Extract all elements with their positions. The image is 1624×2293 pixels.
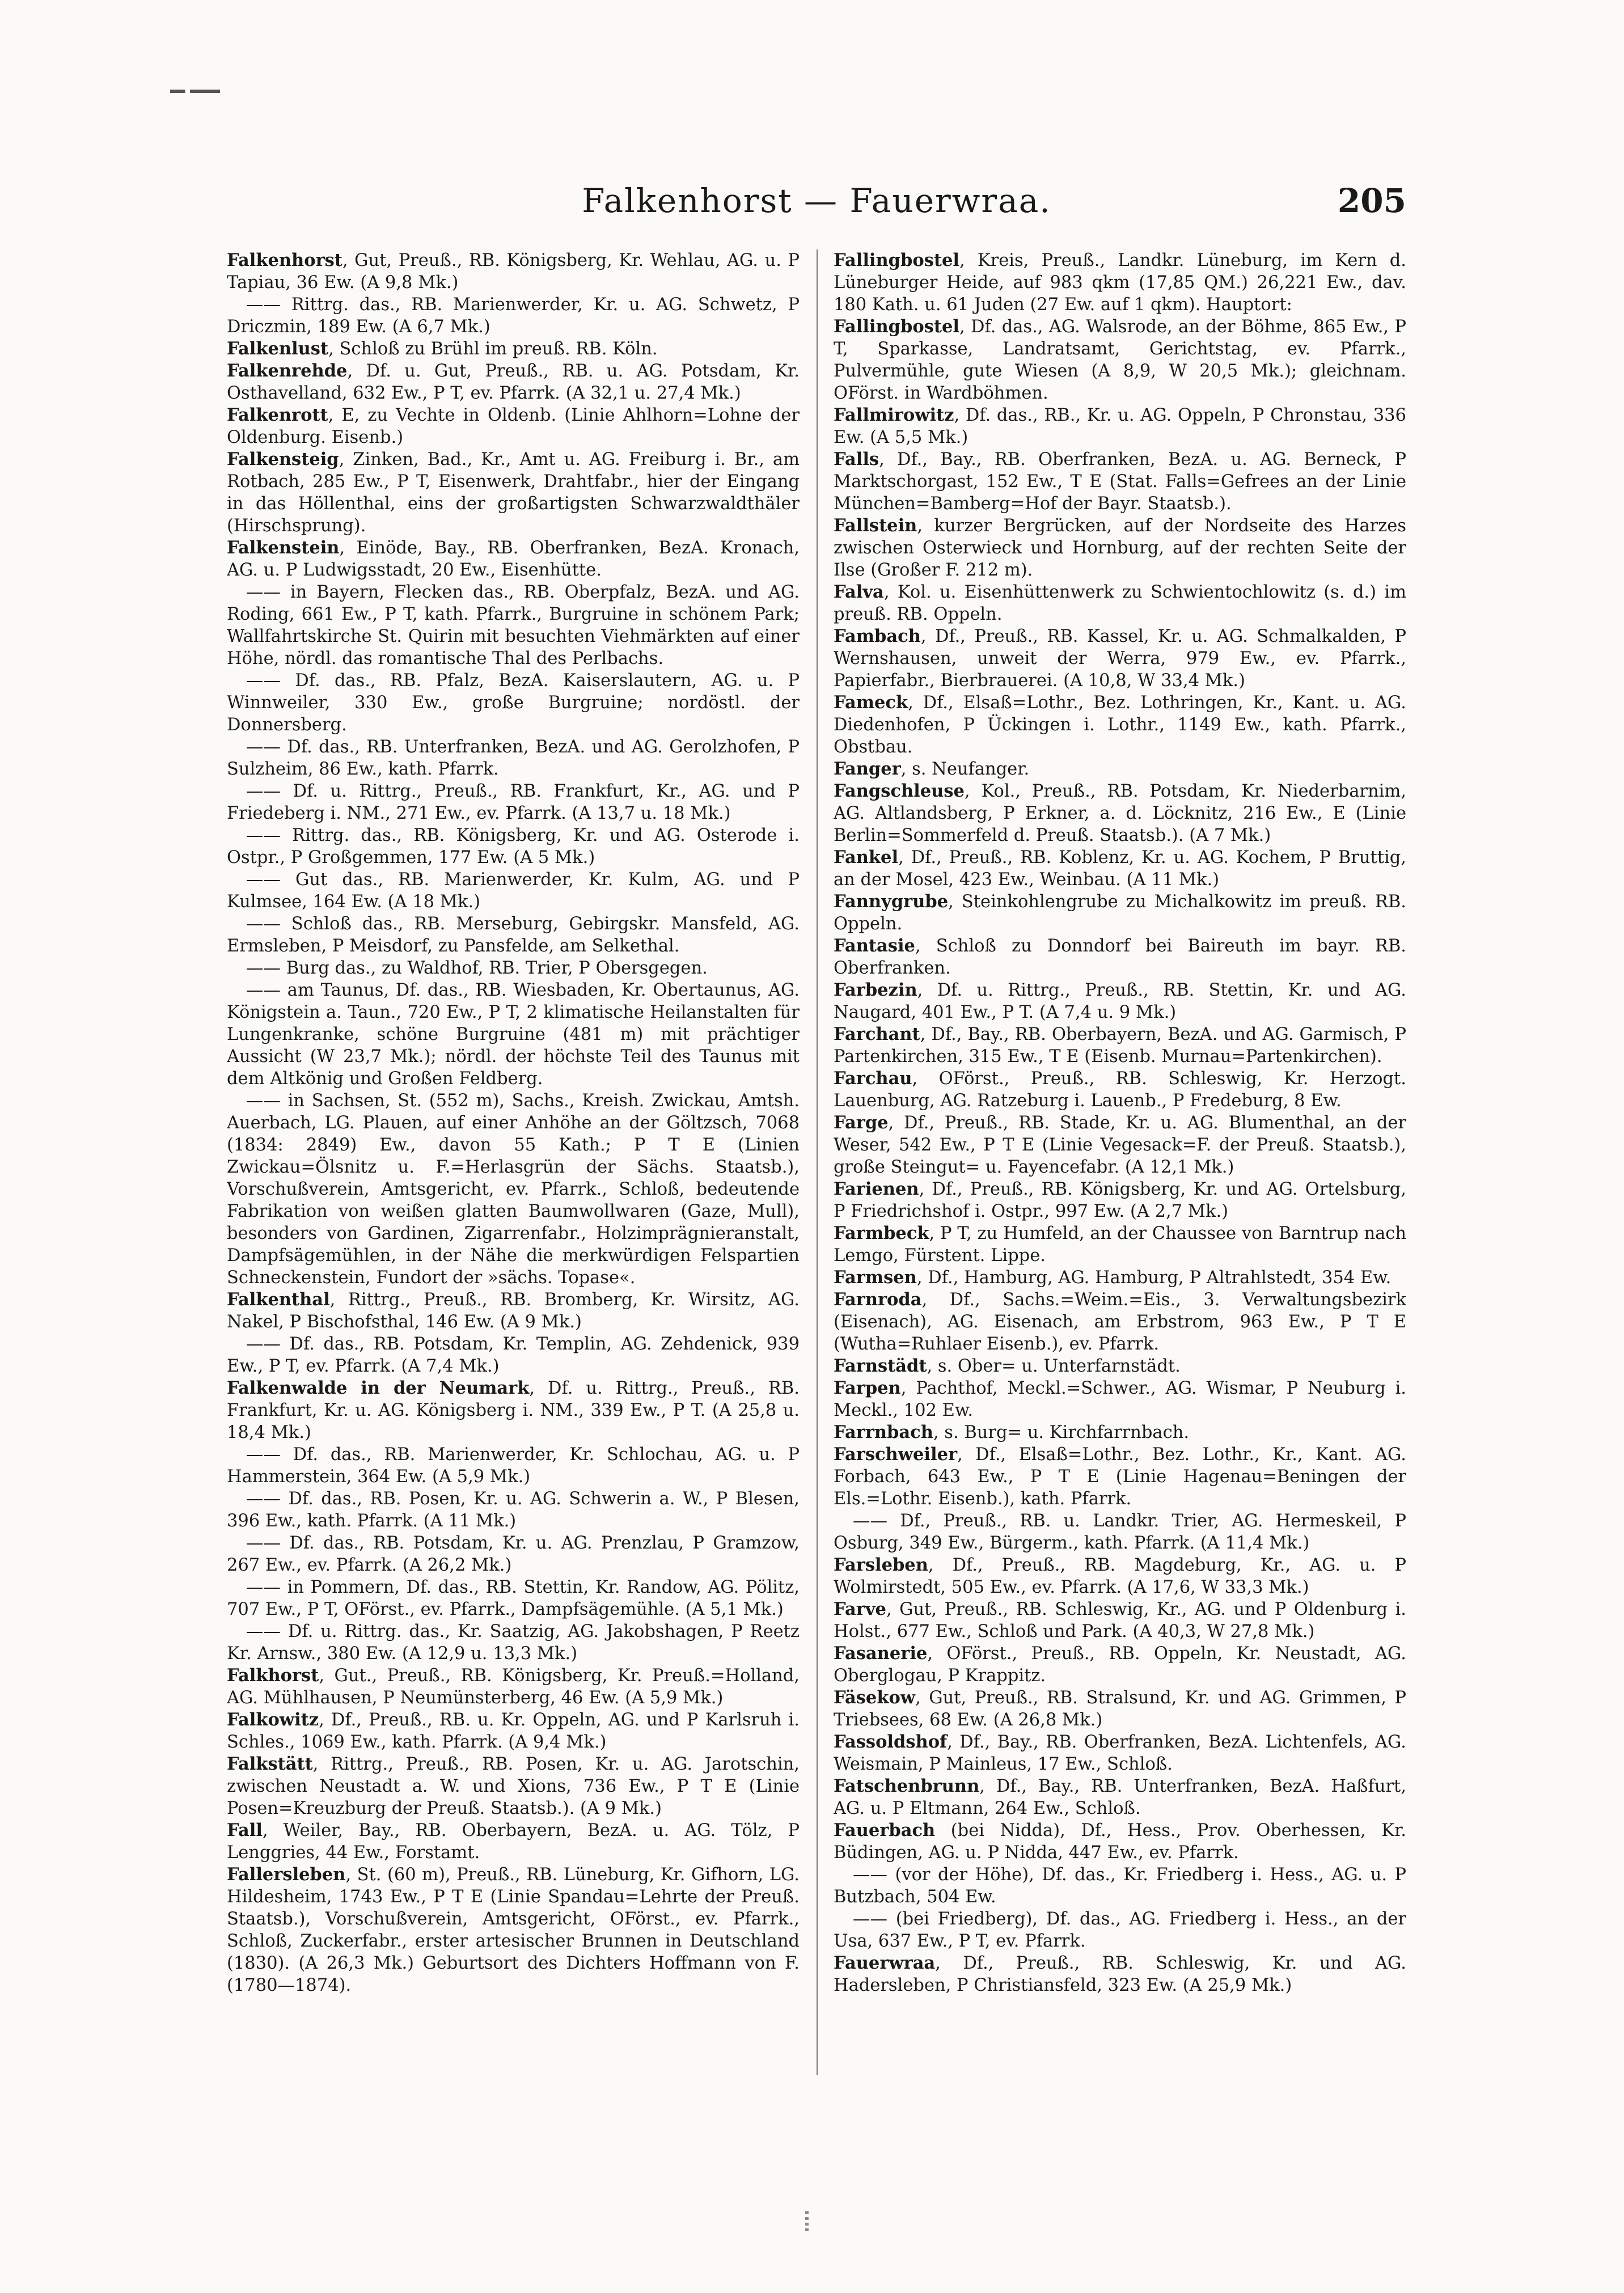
entry-headword: Farrnbach (834, 1422, 933, 1442)
entry-text: , Df., Hamburg, AG. Hamburg, P Altrahlstedt, 354 Ew. (916, 1268, 1392, 1288)
entry-text: (bei Nidda), Df., Hess., Prov. Oberhessen, Kr. Büdingen, AG. u. P Nidda, 447 Ew., ev. Pfarrk. (834, 1821, 1406, 1863)
gazetteer-entry (834, 979, 1406, 1023)
entry-headword: Fatschenbrunn (834, 1776, 980, 1796)
entry-text: , Rittrg., Preuß., RB. Posen, Kr. u. AG. Jarotschin, zwischen Neustadt a. W. und Xions, 736 Ew., P T E (Linie Posen=Kreuzburg der Preuß. Staatsb.). (A 9 Mk.) (227, 1754, 800, 1818)
gazetteer-entry (227, 824, 800, 869)
entry-text: , Steinkohlengrube zu Michalkowitz im preuß. RB. Oppeln. (834, 892, 1406, 934)
gazetteer-entry (834, 1687, 1406, 1731)
entry-text: , Df., Preuß., RB. Magdeburg, Kr., AG. u. P Wolmirstedt, 505 Ew., ev. Pfarrk. (A 17,6, W 33,3 Mk.) (834, 1555, 1406, 1597)
entry-text: —— Burg das., zu Waldhof, RB. Trier, P Obersgegen. (246, 958, 708, 978)
gazetteer-entry (834, 1952, 1406, 1996)
entry-text: , Df. u. Rittrg., Preuß., RB. Stettin, Kr. und AG. Naugard, 401 Ew., P T. (A 7,4 u. 9 Mk.) (834, 980, 1406, 1022)
entry-text: —— Df. das., RB. Pfalz, BezA. Kaiserslautern, AG. u. P Winnweiler, 330 Ew., große Burgruine; nordöstl. der Donnersberg. (227, 671, 800, 735)
entry-text: —— Rittrg. das., RB. Marienwerder, Kr. u. AG. Schwetz, P Driczmin, 189 Ew. (A 6,7 Mk.) (227, 295, 800, 337)
entry-headword: Farnstädt (834, 1356, 927, 1376)
gazetteer-entry (834, 1775, 1406, 1820)
entry-text: —— Df. u. Rittrg. das., Kr. Saatzig, AG. Jakobshagen, P Reetz Kr. Arnsw., 380 Ew. (A 12,9 u. 13,3 Mk.) (227, 1622, 800, 1664)
entry-text: —— (bei Friedberg), Df. das., AG. Friedberg i. Hess., an der Usa, 637 Ew., P T, ev. Pfarrk. (834, 1909, 1406, 1951)
gazetteer-entry (227, 1532, 800, 1576)
gazetteer-entry (227, 404, 800, 449)
gazetteer-entry (834, 1112, 1406, 1178)
entry-text: , Gut, Preuß., RB. Königsberg, Kr. Wehlau, AG. u. P Tapiau, 36 Ew. (A 9,8 Mk.) (227, 251, 800, 293)
entry-headword: Falkowitz (227, 1710, 319, 1730)
entry-headword: Fassoldshof (834, 1732, 948, 1752)
column-divider (817, 249, 818, 2075)
gazetteer-entry (227, 1488, 800, 1532)
running-title: Falkenhorst — Fauerwraa. (582, 181, 1051, 220)
entry-headword: Farsleben (834, 1555, 928, 1575)
gazetteer-entry (227, 294, 800, 338)
entry-headword: Fasanerie (834, 1643, 928, 1664)
gazetteer-entry (834, 891, 1406, 935)
entry-text: , Kol., Preuß., RB. Potsdam, Kr. Niederbarnim, AG. Altlandsberg, P Erkner, a. d. Löcknitz, 216 Ew., E (Linie Berlin=Sommerfeld d. Preuß. Staatsb.). (A 7 Mk.) (834, 781, 1406, 845)
entry-headword: Falkenhorst (227, 250, 342, 270)
entry-text: , St. (60 m), Preuß., RB. Lüneburg, Kr. Gifhorn, LG. Hildesheim, 1743 Ew., P T E (Linie Spandau=Lehrte der Preuß. Staatsb.), Vorschußverein, Amtsgericht, OFörst., ev. Pfarrk., Schloß, Zuckerfabr., erster artesischer Brunnen in Deutschland (1830). (A 26,3 Mk.) Geburtsort des Dichters Hoffmann von F. (1780—1874). (227, 1865, 800, 1995)
gazetteer-entry (227, 1820, 800, 1864)
entry-text: , kurzer Bergrücken, auf der Nordseite des Harzes zwischen Osterwieck und Hornburg, auf der rechten Seite der Ilse (Großer F. 212 m). (834, 516, 1406, 580)
entry-headword: Farnroda (834, 1289, 922, 1310)
gazetteer-entry (227, 537, 800, 581)
corner-rule-mark (170, 90, 220, 93)
gazetteer-entry (227, 1444, 800, 1488)
page-header (227, 181, 1406, 232)
entry-headword: Farienen (834, 1179, 919, 1199)
entry-text: , s. Ober= u. Unterfarnstädt. (927, 1356, 1181, 1376)
entry-headword: Fanger (834, 759, 901, 779)
entry-text: , Einöde, Bay., RB. Oberfranken, BezA. Kronach, AG. u. P Ludwigsstadt, 20 Ew., Eisenhütte. (227, 538, 800, 580)
gazetteer-entry (834, 1068, 1406, 1112)
entry-headword: Farbezin (834, 980, 917, 1000)
entry-text: , Df., Bay., RB. Oberbayern, BezA. und AG. Garmisch, P Partenkirchen, 315 Ew., T E (Eisenb. Murnau=Partenkirchen). (834, 1025, 1406, 1067)
gazetteer-entry (227, 449, 800, 537)
gazetteer-entry (834, 1643, 1406, 1687)
gazetteer-entry (834, 1023, 1406, 1068)
entry-headword: Fallersleben (227, 1864, 346, 1885)
entry-text: , Kreis, Preuß., Landkr. Lüneburg, im Kern d. Lüneburger Heide, auf 983 qkm (17,85 QM.) 26,221 Ew., dav. 180 Kath. u. 61 Juden (27 Ew. auf 1 qkm). Hauptort: (834, 251, 1406, 315)
entry-text: , Df. u. Gut, Preuß., RB. u. AG. Potsdam, Kr. Osthavelland, 632 Ew., P T, ev. Pfarrk. (A 32,1 u. 27,4 Mk.) (227, 361, 800, 403)
gazetteer-entry (834, 1377, 1406, 1422)
entry-text: , P T, zu Humfeld, an der Chaussee von Barntrup nach Lemgo, Fürstent. Lippe. (834, 1224, 1406, 1266)
gazetteer-entry (227, 249, 800, 294)
entry-text: —— in Pommern, Df. das., RB. Stettin, Kr. Randow, AG. Pölitz, 707 Ew., P T, OFörst., ev. Pfarrk., Dampfsägemühle. (A 5,1 Mk.) (227, 1577, 800, 1619)
gazetteer-entry (834, 1222, 1406, 1267)
entry-headword: Falkenrehde (227, 361, 348, 381)
entry-text: , Df., Preuß., RB. Kassel, Kr. u. AG. Schmalkalden, P Wernshausen, unweit der Werra, 979 Ew., ev. Pfarrk., Papierfabr., Bierbrauerei. (A 10,8, W 33,4 Mk.) (834, 627, 1406, 691)
gazetteer-entry (834, 1554, 1406, 1598)
entry-text: , Df., Sachs.=Weim.=Eis., 3. Verwaltungsbezirk (Eisenach), AG. Eisenach, am Erbstrom, 963 Ew., P T E (Wutha=Ruhlaer Eisenb.), ev. Pfarrk. (834, 1290, 1406, 1354)
entry-text: , Df., Preuß., RB. Schleswig, Kr. und AG. Hadersleben, P Christiansfeld, 323 Ew. (A 25,9 Mk.) (834, 1953, 1406, 1995)
text-columns (227, 249, 1406, 2109)
entry-text: , Schloß zu Donndorf bei Baireuth im bayr. RB. Oberfranken. (834, 936, 1406, 978)
gazetteer-entry (227, 1709, 800, 1753)
gazetteer-entry (834, 1908, 1406, 1952)
gazetteer-entry (834, 316, 1406, 404)
entry-text: , s. Burg= u. Kirchfarrnbach. (933, 1423, 1190, 1442)
entry-headword: Farpen (834, 1378, 901, 1398)
entry-text: , Df. das., RB., Kr. u. AG. Oppeln, P Chronstau, 336 Ew. (A 5,5 Mk.) (834, 405, 1406, 447)
gazetteer-entry (834, 758, 1406, 780)
gazetteer-entry (227, 1665, 800, 1709)
entry-text: , Df. das., AG. Walsrode, an der Böhme, 865 Ew., P T, Sparkasse, Landratsamt, Gerichtstag, ev. Pfarrk., Pulvermühle, gute Wiesen (A 8,9, W 20,5 Mk.); gleichnam. OFörst. in Wardböhmen. (834, 317, 1406, 403)
entry-text: —— Df., Preuß., RB. u. Landkr. Trier, AG. Hermeskeil, P Osburg, 349 Ew., Bürgerm., kath. Pfarrk. (A 11,4 Mk.) (834, 1511, 1406, 1553)
entry-text: , Pachthof, Meckl.=Schwer., AG. Wismar, P Neuburg i. Meckl., 102 Ew. (834, 1378, 1406, 1420)
entry-text: —— Df. das., RB. Posen, Kr. u. AG. Schwerin a. W., P Blesen, 396 Ew., kath. Pfarrk. (A 11 Mk.) (227, 1489, 800, 1531)
entry-text: , OFörst., Preuß., RB. Oppeln, Kr. Neustadt, AG. Oberglogau, P Krappitz. (834, 1644, 1406, 1686)
entry-headword: Fauerbach (834, 1820, 936, 1841)
entry-text: , E, zu Vechte in Oldenb. (Linie Ahlhorn=Lohne der Oldenburg. Eisenb.) (227, 405, 800, 447)
entry-text: , Schloß zu Brühl im preuß. RB. Köln. (328, 339, 658, 359)
entry-headword: Farchant (834, 1024, 920, 1044)
gazetteer-entry (834, 780, 1406, 847)
entry-text: , Rittrg., Preuß., RB. Bromberg, Kr. Wirsitz, AG. Nakel, P Bischofsthal, 146 Ew. (A 9 Mk.) (227, 1290, 800, 1332)
gazetteer-entry (227, 1576, 800, 1621)
entry-text: , Gut, Preuß., RB. Schleswig, Kr., AG. und P Oldenburg i. Holst., 677 Ew., Schloß und Park. (A 40,3, W 27,8 Mk.) (834, 1600, 1406, 1642)
gazetteer-entry (834, 847, 1406, 891)
entry-headword: Farchau (834, 1068, 912, 1089)
gazetteer-entry (227, 1377, 800, 1444)
entry-headword: Fangschleuse (834, 781, 965, 801)
entry-headword: Farschweiler (834, 1444, 958, 1465)
entry-headword: Falls (834, 449, 879, 469)
gazetteer-entry (834, 1820, 1406, 1864)
entry-headword: Falva (834, 582, 884, 602)
gazetteer-entry (227, 360, 800, 404)
entry-text: , Df. u. Rittrg., Preuß., RB. Frankfurt, Kr. u. AG. Königsberg i. NM., 339 Ew., P T. (A 25,8 u. 18,4 Mk.) (227, 1378, 800, 1442)
gazetteer-entry (834, 1731, 1406, 1775)
entry-headword: Falkhorst (227, 1665, 319, 1686)
entry-headword: Fall (227, 1820, 263, 1841)
gazetteer-entry (227, 736, 800, 780)
gazetteer-entry (227, 979, 800, 1090)
page-number: 205 (1337, 181, 1406, 220)
gazetteer-entry (227, 913, 800, 957)
entry-headword: Fäsekow (834, 1687, 916, 1708)
entry-headword: Farve (834, 1599, 886, 1619)
gazetteer-entry (227, 780, 800, 824)
entry-headword: Fallingbostel (834, 316, 959, 337)
gazetteer-entry (834, 1422, 1406, 1444)
gazetteer-entry (834, 404, 1406, 449)
entry-headword: Fameck (834, 692, 908, 713)
entry-text: —— Df. das., RB. Potsdam, Kr. u. AG. Prenzlau, P Gramzow, 267 Ew., ev. Pfarrk. (A 26,2 Mk.) (227, 1533, 800, 1575)
entry-text: —— am Taunus, Df. das., RB. Wiesbaden, Kr. Obertaunus, AG. Königstein a. Taun., 720 Ew., P T, 2 klimatische Heilanstalten für Lungenkranke, schöne Burgruine (481 m) mit prächtiger Aussicht (W 23,7 Mk.); nördl. der höchste Teil des Taunus mit dem Altkönig und Großen Feldberg. (227, 980, 800, 1089)
gazetteer-entry (227, 1753, 800, 1820)
gazetteer-entry (834, 1864, 1406, 1908)
gazetteer-entry (834, 1178, 1406, 1222)
entry-headword: Fallingbostel (834, 250, 959, 270)
gazetteer-entry (834, 625, 1406, 692)
gazetteer-entry (834, 1355, 1406, 1377)
entry-text: , Df., Bay., RB. Unterfranken, BezA. Haßfurt, AG. u. P Eltmann, 264 Ew., Schloß. (834, 1776, 1406, 1818)
right-column (834, 249, 1406, 2109)
entry-text: —— Df. das., RB. Marienwerder, Kr. Schlochau, AG. u. P Hammerstein, 364 Ew. (A 5,9 Mk.) (227, 1445, 800, 1487)
entry-headword: Falkenwalde in der Neumark (227, 1378, 530, 1398)
entry-text: , Df., Preuß., RB. Koblenz, Kr. u. AG. Kochem, P Bruttig, an der Mosel, 423 Ew., Weinbau. (A 11 Mk.) (834, 848, 1406, 890)
gazetteer-entry (834, 692, 1406, 758)
entry-text: , Gut., Preuß., RB. Königsberg, Kr. Preuß.=Holland, AG. Mühlhausen, P Neumünsterberg, 46 Ew. (A 5,9 Mk.) (227, 1666, 800, 1708)
entry-text: , Df., Preuß., RB. Stade, Kr. u. AG. Blumenthal, an der Weser, 542 Ew., P T E (Linie Vegesack=F. der Preuß. Staatsb.), große Steingut= u. Fayencefabr. (A 12,1 Mk.) (834, 1113, 1406, 1177)
gazetteer-entry (227, 869, 800, 913)
gazetteer-entry (227, 1333, 800, 1377)
gazetteer-entry (227, 1864, 800, 1996)
gazetteer-entry (834, 581, 1406, 625)
gazetteer-entry (834, 515, 1406, 581)
entry-headword: Falkstätt (227, 1754, 313, 1774)
entry-text: —— Rittrg. das., RB. Königsberg, Kr. und AG. Osterode i. Ostpr., P Großgemmen, 177 Ew. (A 5 Mk.) (227, 826, 800, 868)
entry-text: , OFörst., Preuß., RB. Schleswig, Kr. Herzogt. Lauenburg, AG. Ratzeburg i. Lauenb., P Fredeburg, 8 Ew. (834, 1069, 1406, 1111)
entry-text: , Weiler, Bay., RB. Oberbayern, BezA. u. AG. Tölz, P Lenggries, 44 Ew., Forstamt. (227, 1821, 800, 1863)
entry-headword: Falkensteig (227, 449, 339, 469)
entry-text: , Df., Elsaß=Lothr., Bez. Lothringen, Kr., Kant. u. AG. Diedenhofen, P Ückingen i. Lothr., 1149 Ew., kath. Pfarrk., Obstbau. (834, 693, 1406, 757)
entry-headword: Farmbeck (834, 1223, 929, 1243)
entry-headword: Falkenthal (227, 1289, 330, 1310)
entry-text: , Df., Preuß., RB. Königsberg, Kr. und AG. Ortelsburg, P Friedrichshof i. Ostpr., 997 Ew. (A 2,7 Mk.) (834, 1179, 1406, 1221)
gazetteer-entry (834, 1598, 1406, 1643)
entry-headword: Falkenlust (227, 339, 329, 359)
entry-headword: Farmsen (834, 1267, 917, 1288)
gazetteer-entry (227, 581, 800, 670)
entry-headword: Fankel (834, 847, 899, 868)
entry-text: , Kol. u. Eisenhüttenwerk zu Schwientochlowitz (s. d.) im preuß. RB. Oppeln. (834, 582, 1406, 624)
entry-text: , Df., Elsaß=Lothr., Bez. Lothr., Kr., Kant. AG. Forbach, 643 Ew., P T E (Linie Hagenau=Beningen der Els.=Lothr. Eisenb.), kath. Pfarrk. (834, 1445, 1406, 1509)
entry-text: —— Gut das., RB. Marienwerder, Kr. Kulm, AG. und P Kulmsee, 164 Ew. (A 18 Mk.) (227, 870, 800, 912)
gazetteer-entry (227, 957, 800, 979)
gazetteer-entry (227, 338, 800, 360)
gazetteer-entry (227, 1621, 800, 1665)
entry-headword: Farge (834, 1112, 889, 1133)
entry-headword: Falkenstein (227, 538, 340, 558)
entry-text: —— (vor der Höhe), Df. das., Kr. Friedberg i. Hess., AG. u. P Butzbach, 504 Ew. (834, 1865, 1406, 1907)
left-column (227, 249, 800, 2109)
gazetteer-entry (834, 249, 1406, 316)
gazetteer-entry (834, 1267, 1406, 1289)
entry-text: —— Df. das., RB. Unterfranken, BezA. und AG. Gerolzhofen, P Sulzheim, 86 Ew., kath. Pfarrk. (227, 737, 800, 779)
gazetteer-entry (227, 1289, 800, 1333)
entry-text: , s. Neufanger. (900, 759, 1030, 779)
entry-text: , Gut, Preuß., RB. Stralsund, Kr. und AG. Grimmen, P Triebsees, 68 Ew. (A 26,8 Mk.) (834, 1688, 1406, 1730)
entry-headword: Fallmirowitz (834, 405, 954, 425)
entry-text: —— Df. u. Rittrg., Preuß., RB. Frankfurt, Kr., AG. und P Friedeberg i. NM., 271 Ew., ev. Pfarrk. (A 13,7 u. 18 Mk.) (227, 781, 800, 823)
entry-text: , Df., Preuß., RB. u. Kr. Oppeln, AG. und P Karlsruh i. Schles., 1069 Ew., kath. Pfarrk. (A 9,4 Mk.) (227, 1710, 800, 1752)
gazetteer-entry (834, 449, 1406, 515)
entry-headword: Fauerwraa (834, 1953, 936, 1973)
entry-headword: Fannygrube (834, 891, 949, 912)
entry-headword: Fambach (834, 626, 921, 646)
entry-text: —— Schloß das., RB. Merseburg, Gebirgskr. Mansfeld, AG. Ermsleben, P Meisdorf, zu Pansfelde, am Selkethal. (227, 914, 800, 956)
entry-text: , Df., Bay., RB. Oberfranken, BezA. u. AG. Berneck, P Marktschorgast, 152 Ew., T E (Stat. Falls=Gefrees an der Linie München=Bamberg=Hof der Bayr. Staatsb.). (834, 450, 1406, 514)
gazetteer-entry (834, 1444, 1406, 1510)
gazetteer-entry (227, 670, 800, 736)
bottom-stitch-mark (805, 2211, 809, 2234)
gazetteer-entry (834, 935, 1406, 979)
gazetteer-entry (834, 1510, 1406, 1554)
entry-text: , Zinken, Bad., Kr., Amt u. AG. Freiburg i. Br., am Rotbach, 285 Ew., P T, Eisenwerk, Drahtfabr., hier der Eingang in das Höllenthal, eins der großartigsten Schwarzwaldthäler (Hirschsprung). (227, 450, 800, 536)
entry-text: —— Df. das., RB. Potsdam, Kr. Templin, AG. Zehdenick, 939 Ew., P T, ev. Pfarrk. (A 7,4 Mk.) (227, 1334, 800, 1376)
entry-text: —— in Sachsen, St. (552 m), Sachs., Kreish. Zwickau, Amtsh. Auerbach, LG. Plauen, auf einer Anhöhe an der Göltzsch, 7068 (1834: 2849) Ew., davon 55 Kath.; P T E (Linien Zwickau=Ölsnitz u. F.=Herlasgrün der Sächs. Staatsb.), Vorschußverein, Amtsgericht, ev. Pfarrk., Schloß, bedeutende Fabrikation von weißen glatten Baumwollwaren (Gaze, Mull), besonders von Gardinen, Zigarrenfabr., Holzimprägnieranstalt, Dampfsägemühlen, in der Nähe die merkwürdigen Felspartien Schneckenstein, Fundort der »sächs. Topase«. (227, 1091, 800, 1288)
entry-headword: Falkenrott (227, 405, 328, 425)
entry-headword: Fallstein (834, 515, 917, 536)
entry-text: —— in Bayern, Flecken das., RB. Oberpfalz, BezA. und AG. Roding, 661 Ew., P T, kath. Pfarrk., Burgruine in schönem Park; Wallfahrtskirche St. Quirin mit besuchten Viehmärkten auf einer Höhe, nördl. das romantische Thal des Perlbachs. (227, 582, 800, 669)
gazetteer-entry (227, 1090, 800, 1289)
entry-text: , Df., Bay., RB. Oberfranken, BezA. Lichtenfels, AG. Weismain, P Mainleus, 17 Ew., Schloß. (834, 1732, 1406, 1774)
entry-headword: Fantasie (834, 936, 915, 956)
gazetteer-entry (834, 1289, 1406, 1355)
